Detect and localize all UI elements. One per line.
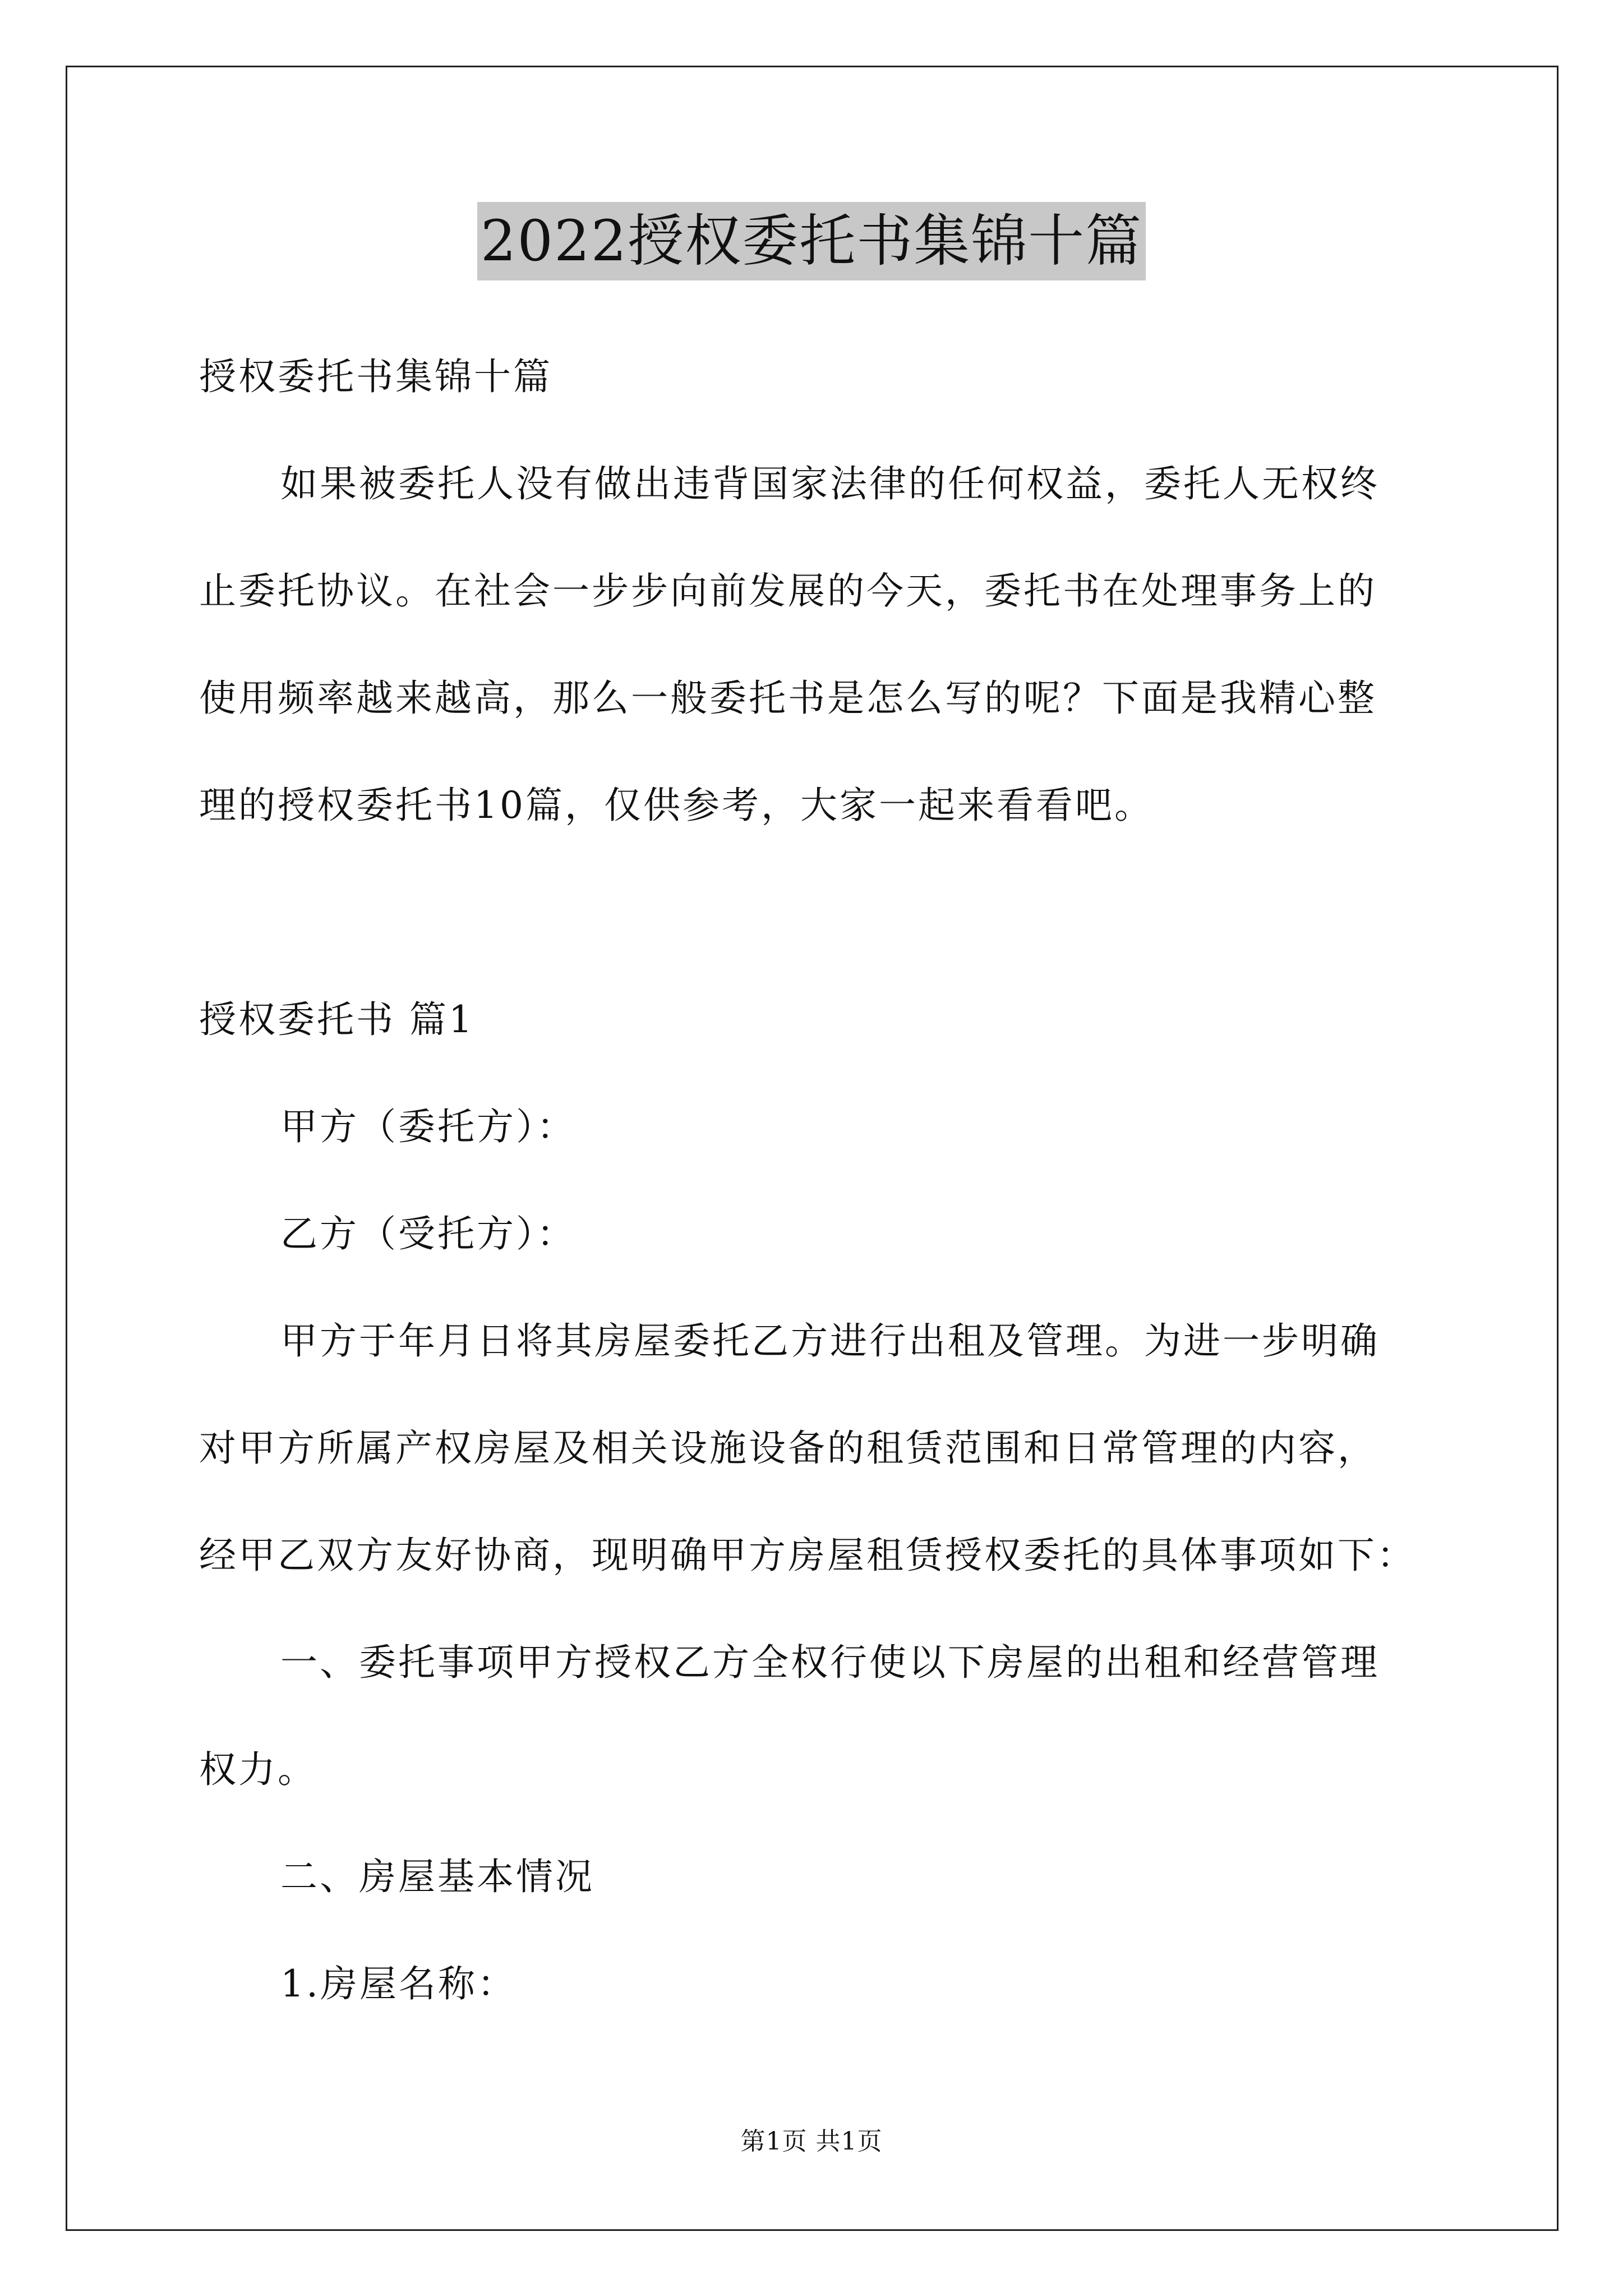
title-wrap bbox=[0, 202, 1623, 280]
paragraph-line: 1.房屋名称： bbox=[280, 1962, 517, 2005]
page-footer: 第1页 共1页 bbox=[740, 2127, 883, 2156]
paragraph-line: 二、房屋基本情况 bbox=[280, 1855, 594, 1898]
paragraph-line: 理的授权委托书10篇，仅供参考，大家一起来看看吧。 bbox=[199, 784, 1154, 827]
paragraph-line: 一、委托事项甲方授权乙方全权行使以下房屋的出租和经营管理 bbox=[280, 1641, 1380, 1684]
paragraph-line: 经甲乙双方友好协商，现明确甲方房屋租赁授权委托的具体事项如下： bbox=[199, 1534, 1416, 1577]
paragraph-line: 甲方（委托方）： bbox=[280, 1105, 576, 1148]
section-heading: 授权委托书 篇1 bbox=[199, 998, 474, 1041]
paragraph-line: 权力。 bbox=[199, 1748, 317, 1791]
paragraph-line: 对甲方所属产权房屋及相关设施设备的租赁范围和日常管理的内容， bbox=[199, 1427, 1377, 1470]
document-title: 2022授权委托书集锦十篇 bbox=[477, 202, 1146, 280]
paragraph-line: 止委托协议。在社会一步步向前发展的今天，委托书在处理事务上的 bbox=[199, 569, 1377, 613]
paragraph-line: 如果被委托人没有做出违背国家法律的任何权益，委托人无权终 bbox=[280, 462, 1380, 505]
paragraph-line: 甲方于年月日将其房屋委托乙方进行出租及管理。为进一步明确 bbox=[280, 1319, 1380, 1363]
document-subtitle: 授权委托书集锦十篇 bbox=[199, 355, 552, 398]
paragraph-line: 乙方（受托方）： bbox=[280, 1212, 576, 1255]
paragraph-line: 使用频率越来越高，那么一般委托书是怎么写的呢？下面是我精心整 bbox=[199, 677, 1377, 720]
